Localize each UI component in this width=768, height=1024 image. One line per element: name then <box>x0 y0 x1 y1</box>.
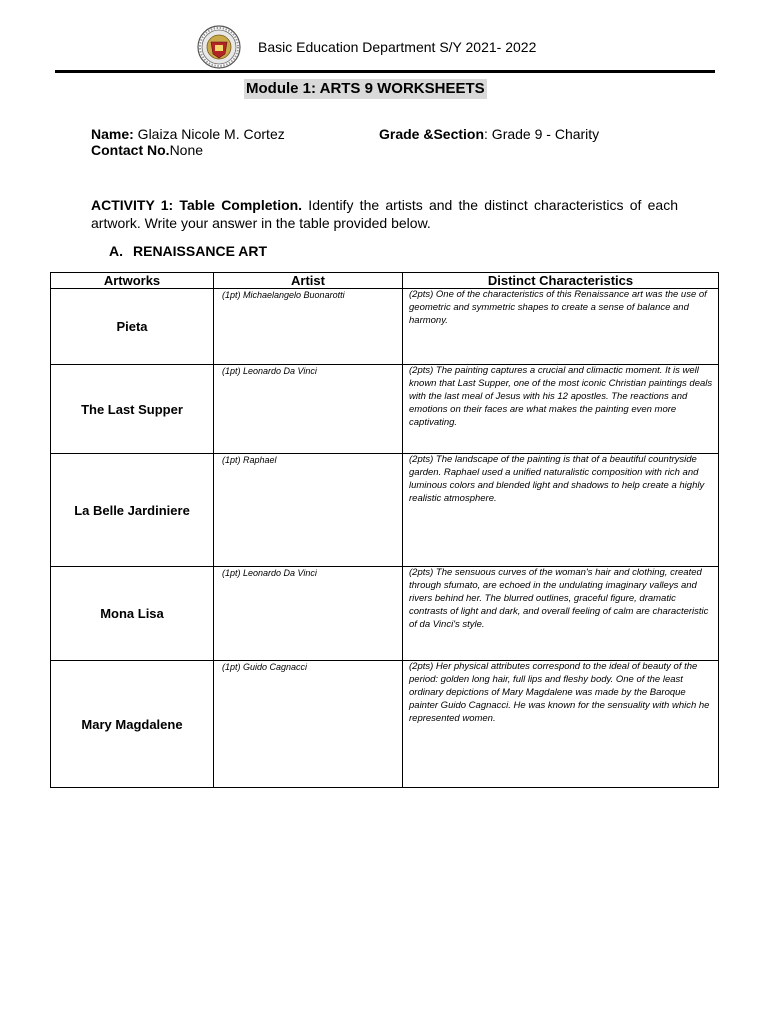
renaissance-art-table <box>50 272 719 788</box>
artwork-cell: Mona Lisa <box>51 567 214 661</box>
artwork-cell: Mary Magdalene <box>51 661 214 788</box>
table-header-row <box>51 273 719 289</box>
artwork-cell: La Belle Jardiniere <box>51 454 214 567</box>
table-row <box>51 289 719 365</box>
contact-value: None <box>169 142 204 158</box>
grade-line <box>379 126 599 142</box>
artist-cell: (1pt) Leonardo Da Vinci <box>214 365 403 454</box>
section-title: RENAISSANCE ART <box>133 243 268 259</box>
grade-value: : Grade 9 - Charity <box>484 126 600 142</box>
activity-instructions <box>91 196 678 232</box>
header-divider <box>55 70 715 73</box>
table-row <box>51 661 719 788</box>
activity-text: Identify the artists and the distinct characteristics of each artwork. Write your answer in the table provided below. <box>91 197 678 231</box>
name-line <box>91 126 285 142</box>
header-characteristics: Distinct Characteristics <box>403 273 719 289</box>
artist-cell: (1pt) Guido Cagnacci <box>214 661 403 788</box>
activity-label: ACTIVITY 1: Table Completion. <box>91 197 303 213</box>
table-row <box>51 365 719 454</box>
university-seal-icon <box>197 25 241 69</box>
contact-line <box>91 142 203 158</box>
artist-cell: (1pt) Raphael <box>214 454 403 567</box>
section-letter: A. <box>109 243 123 259</box>
name-value: Glaiza Nicole M. Cortez <box>133 126 285 142</box>
characteristics-cell: (2pts) The landscape of the painting is that of a beautiful countryside garden. Raphael used a unified naturalistic composition with rich and luminous colors and blended light and shadows to help create a highly realistic atmosphere. <box>403 454 719 567</box>
table-row <box>51 454 719 567</box>
page-title: Module 1: ARTS 9 WORKSHEETS <box>246 80 485 97</box>
table-row <box>51 567 719 661</box>
section-heading <box>109 243 267 259</box>
header-school-year: Basic Education Department S/Y 2021- 2022 <box>258 39 537 55</box>
artist-cell: (1pt) Leonardo Da Vinci <box>214 567 403 661</box>
characteristics-cell: (2pts) The sensuous curves of the woman's hair and clothing, created through sfumato, are echoed in the undulating imaginary valleys and rivers behind her. The blurred outlines, graceful figure, dramatic contrasts of light and dark, and overall feeling of calm are characteristic of da Vinci's style. <box>403 567 719 661</box>
characteristics-cell: (2pts) The painting captures a crucial and climactic moment. It is well known that Last Supper, one of the most iconic Christian paintings deals with the last meal of Jesus with his 12 apostles. The reactions and emotions on their faces are what makes the painting even more captivating. <box>403 365 719 454</box>
name-label: Name: <box>91 126 134 142</box>
header-artist: Artist <box>214 273 403 289</box>
artist-cell: (1pt) Michaelangelo Buonarotti <box>214 289 403 365</box>
characteristics-cell: (2pts) One of the characteristics of this Renaissance art was the use of geometric and symmetric shapes to create a sense of balance and harmony. <box>403 289 719 365</box>
contact-label: Contact No. <box>91 142 170 158</box>
grade-label: Grade &Section <box>379 126 485 142</box>
artwork-cell: The Last Supper <box>51 365 214 454</box>
artwork-cell: Pieta <box>51 289 214 365</box>
characteristics-cell: (2pts) Her physical attributes correspond to the ideal of beauty of the period: golden long hair, full lips and fleshy body. One of the least ordinary depictions of Mary Magdalene was made by the Baroque painter Guido Cagnacci. He was known for the sensuality with which he represented women. <box>403 661 719 788</box>
page-header <box>0 0 768 72</box>
header-artworks: Artworks <box>51 273 214 289</box>
